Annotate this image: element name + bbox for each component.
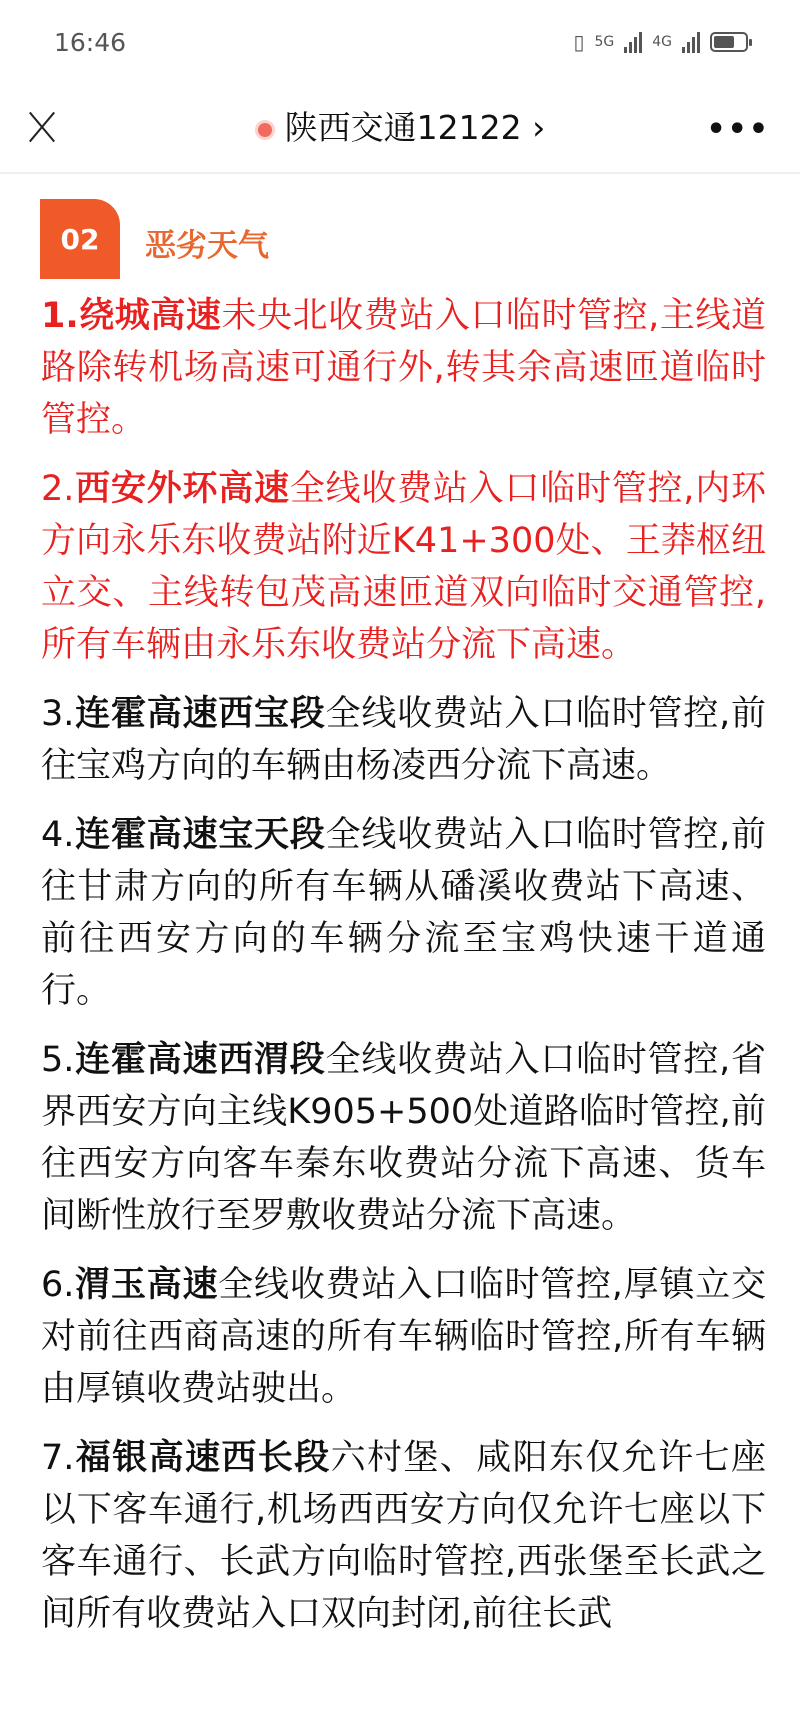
item-number: 3. (41, 694, 75, 734)
section-heading (40, 199, 269, 279)
article-content (41, 290, 766, 1657)
item-text: 全线收费站入口临时管控,省界西安方向主线K905+500处道路临时管控,前往西安方向客车秦东收费站分流下高速、货车间断性放行至罗敷收费站分流下高速。 (41, 1040, 766, 1236)
section-number-badge: 02 (40, 199, 120, 279)
item-road: 西安外环高速 (74, 469, 290, 509)
item-road: 渭玉高速 (74, 1265, 219, 1305)
signal-icon (624, 31, 642, 53)
vibrate-icon: ▯ (573, 30, 585, 54)
account-name[interactable]: 陕西交通12122 (284, 108, 522, 147)
more-icon[interactable]: ••• (706, 112, 770, 147)
item-text: 全线收费站入口临时管控,内环方向永乐东收费站附近K41+300处、王莽枢纽立交、主线转包茂高速匝道双向临时交通管控,所有车辆由永乐东收费站分流下高速。 (41, 469, 766, 665)
item-number: 4. (41, 815, 75, 855)
list-item (41, 1432, 766, 1640)
item-text: 全线收费站入口临时管控,厚镇立交对前往西商高速的所有车辆临时管控,所有车辆由厚镇收费站驶出。 (41, 1265, 766, 1409)
section-title: 恶劣天气 (145, 227, 269, 264)
nav-header (0, 90, 800, 174)
item-road: 连霍高速西宝段 (74, 694, 326, 734)
item-road: 福银高速西长段 (74, 1438, 331, 1478)
item-text: 全线收费站入口临时管控,前往甘肃方向的所有车辆从磻溪收费站下高速、前往西安方向的车辆分流至宝鸡快速干道通行。 (41, 815, 766, 1011)
item-number: 7. (41, 1438, 75, 1478)
item-number: 6. (41, 1265, 75, 1305)
list-item (41, 463, 766, 671)
account-title[interactable] (0, 102, 800, 149)
chevron-right-icon[interactable]: › (532, 108, 546, 147)
item-road: 连霍高速宝天段 (74, 815, 326, 855)
signal-4g-label: 4G (652, 34, 672, 50)
list-item (41, 290, 766, 446)
item-number: 5. (41, 1040, 75, 1080)
status-bar (0, 0, 800, 90)
signal-icon (682, 31, 700, 53)
list-item (41, 688, 766, 792)
item-text: 六村堡、咸阳东仅允许七座以下客车通行,机场西西安方向仅允许七座以下客车通行、长武方向临时管控,西张堡至长武之间所有收费站入口双向封闭,前往长武 (41, 1438, 766, 1634)
list-item (41, 1259, 766, 1415)
signal-5g-label: 5G (594, 34, 615, 50)
list-item (41, 809, 766, 1017)
item-road: 1.绕城高速 (41, 296, 222, 336)
list-item (41, 1034, 766, 1242)
battery-icon (710, 32, 748, 52)
item-road: 连霍高速西渭段 (74, 1040, 326, 1080)
system-icons (573, 30, 748, 54)
live-dot-icon (255, 120, 275, 140)
item-text: 未央北收费站入口临时管控,主线道路除转机场高速可通行外,转其余高速匝道临时管控。 (41, 296, 766, 440)
item-number: 2. (41, 469, 75, 509)
item-text: 全线收费站入口临时管控,前往宝鸡方向的车辆由杨凌西分流下高速。 (41, 694, 766, 786)
status-time: 16:46 (54, 28, 127, 57)
